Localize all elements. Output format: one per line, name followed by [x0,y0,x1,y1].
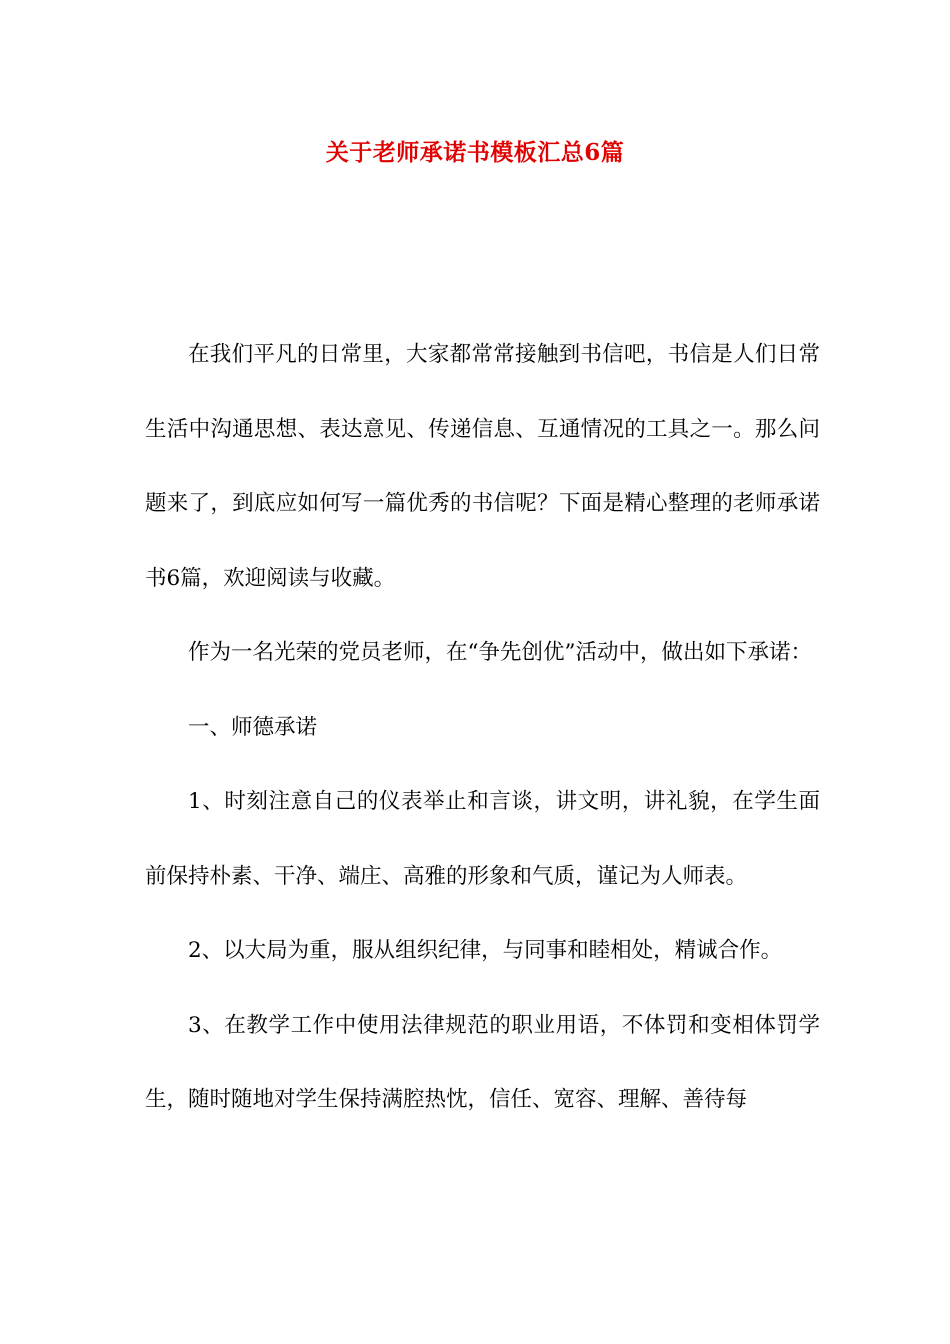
document-title: 关于老师承诺书模板汇总6篇 [325,139,625,166]
paragraph-intro: 在我们平凡的日常里，大家都常常接触到书信吧，书信是人们日常生活中沟通思想、表达意见、传递信息、互通情况的工具之一。那么问题来了，到底应如何写一篇优秀的书信呢？下面是精心整理的老师承诺书6篇，欢迎阅读与收藏。 [145,342,820,591]
paragraph-item-3: 3、在教学工作中使用法律规范的职业用语，不体罚和变相体罚学生，随时随地对学生保持满腔热忱，信任、宽容、理解、善待每 [145,1012,820,1112]
paragraph-item-2: 2、以大局为重，服从组织纪律，与同事和睦相处，精诚合作。 [188,938,783,963]
paragraph-promise-intro: 作为一名光荣的党员老师，在“争先创优”活动中，做出如下承诺： [188,640,812,665]
section-heading-ethics: 一、师德承诺 [188,714,318,740]
paragraph-item-1: 1、时刻注意自己的仪表举止和言谈，讲文明，讲礼貌，在学生面前保持朴素、干净、端庄、高雅的形象和气质，谨记为人师表。 [145,789,820,889]
document-body [145,318,820,1138]
